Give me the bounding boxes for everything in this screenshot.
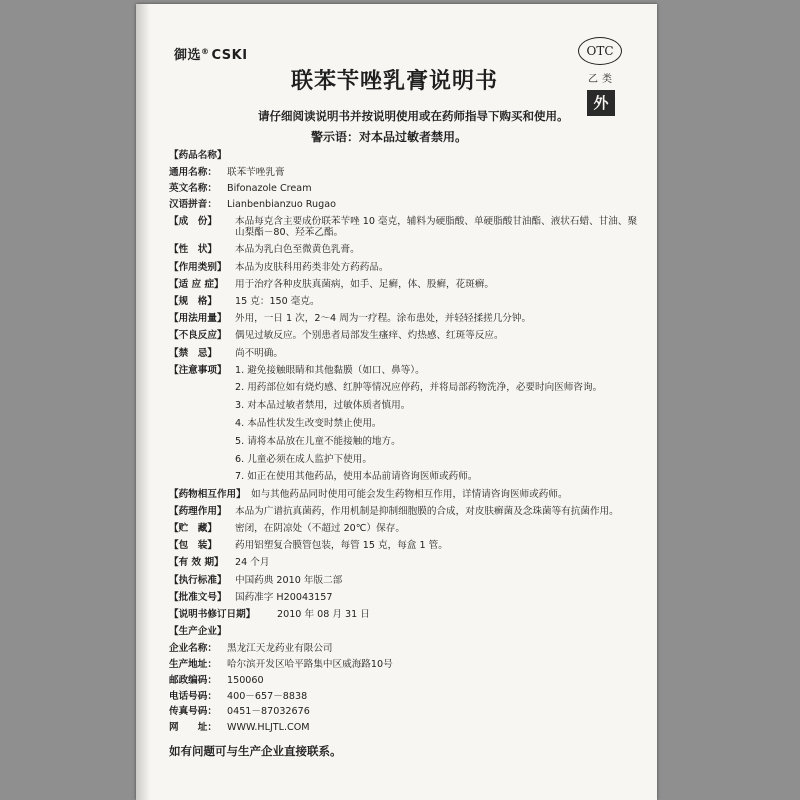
contraindications-row bbox=[169, 348, 644, 359]
page-title: 联苯苄唑乳膏说明书 bbox=[291, 69, 499, 94]
standard-label: 【执行标准】 bbox=[169, 574, 227, 586]
external-use-badge: 外 bbox=[587, 90, 615, 116]
interactions-value: 如与其他药品同时使用可能会发生药物相互作用，详情请咨询医师或药师。 bbox=[251, 488, 568, 500]
leaflet-sheet bbox=[136, 4, 657, 800]
usage-value: 外用，一日 1 次，2～4 周为一疗程。涂布患处，并轻轻揉搓几分钟。 bbox=[235, 313, 532, 325]
phone-row bbox=[169, 691, 644, 702]
precaution-item: 6. 儿童必须在成人监护下使用。 bbox=[235, 453, 372, 465]
standard-row bbox=[169, 575, 644, 586]
english-name-label: 英文名称： bbox=[169, 182, 217, 194]
postcode-row bbox=[169, 675, 644, 686]
precautions-list bbox=[235, 365, 644, 483]
leaflet-body bbox=[169, 150, 644, 738]
appearance-row bbox=[169, 244, 644, 255]
website-label: 网 址： bbox=[169, 722, 217, 734]
spec-label: 【规 格】 bbox=[169, 295, 217, 307]
usage-notice: 请仔细阅读说明书并按说明使用或在药师指导下购买和使用。 bbox=[258, 109, 569, 123]
address-label: 生产地址： bbox=[169, 658, 217, 670]
precaution-item: 7. 如正在使用其他药品，使用本品前请咨询医师或药师。 bbox=[235, 471, 478, 483]
validity-row bbox=[169, 557, 644, 568]
pinyin-row bbox=[169, 199, 644, 210]
adverse-label: 【不良反应】 bbox=[169, 330, 227, 342]
validity-label: 【有 效 期】 bbox=[169, 557, 224, 569]
fax-label: 传真号码： bbox=[169, 706, 217, 718]
usage-row bbox=[169, 313, 644, 324]
english-name-row bbox=[169, 183, 644, 194]
fax-value: 0451－87032676 bbox=[227, 706, 310, 718]
postcode-label: 邮政编码： bbox=[169, 674, 217, 686]
otc-badge: OTC bbox=[578, 37, 622, 65]
brand-logo bbox=[174, 44, 248, 63]
generic-name-row bbox=[169, 167, 644, 178]
contraindications-label: 【禁 忌】 bbox=[169, 347, 217, 359]
storage-row bbox=[169, 523, 644, 534]
contact-note: 如有问题可与生产企业直接联系。 bbox=[169, 744, 342, 758]
indications-value: 用于治疗各种皮肤真菌病，如手、足癣，体、股癣，花斑癣。 bbox=[235, 278, 495, 290]
validity-value: 24 个月 bbox=[235, 557, 270, 569]
approval-value: 国药准字 H20043157 bbox=[235, 591, 333, 603]
precaution-item: 4. 本品性状发生改变时禁止使用。 bbox=[235, 418, 382, 430]
revision-value: 2010 年 08 月 31 日 bbox=[277, 608, 370, 620]
contraindications-value: 尚不明确。 bbox=[235, 347, 283, 359]
pharmacology-label: 【药理作用】 bbox=[169, 505, 227, 517]
spec-row bbox=[169, 296, 644, 307]
drug-name-header: 【药品名称】 bbox=[169, 150, 227, 161]
adverse-row bbox=[169, 330, 644, 341]
postcode-value: 150060 bbox=[227, 674, 264, 686]
package-row bbox=[169, 540, 644, 551]
pinyin-value: Lianbenbianzuo Rugao bbox=[227, 198, 336, 210]
address-value: 哈尔滨开发区哈平路集中区威海路10号 bbox=[227, 658, 393, 670]
manufacturer-header: 【生产企业】 bbox=[169, 626, 227, 638]
approval-row bbox=[169, 592, 644, 603]
phone-value: 400－657－8838 bbox=[227, 690, 308, 702]
registered-mark: ® bbox=[201, 46, 210, 56]
ingredients-row bbox=[169, 216, 644, 238]
spec-value: 15 克：150 毫克。 bbox=[235, 295, 320, 307]
address-row bbox=[169, 659, 644, 670]
indications-label: 【适 应 症】 bbox=[169, 278, 224, 290]
precautions-row bbox=[169, 365, 644, 483]
precaution-item: 1. 避免接触眼睛和其他黏膜（如口、鼻等）。 bbox=[235, 364, 425, 376]
standard-value: 中国药典 2010 年版二部 bbox=[235, 574, 343, 586]
generic-name-value: 联苯苄唑乳膏 bbox=[227, 167, 285, 178]
package-value: 药用铝塑复合膜管包装，每管 15 克，每盒 1 管。 bbox=[235, 540, 448, 552]
brand-mark: CSKI bbox=[211, 48, 248, 63]
revision-row bbox=[169, 609, 644, 620]
precaution-item: 3. 对本品过敏者禁用，过敏体质者慎用。 bbox=[235, 400, 411, 412]
english-name-value: Bifonazole Cream bbox=[227, 182, 312, 194]
revision-label: 【说明书修订日期】 bbox=[169, 608, 256, 620]
pharmacology-value: 本品为广谱抗真菌药，作用机制是抑制细胞膜的合成，对皮肤癣菌及念珠菌等有抗菌作用。 bbox=[235, 505, 619, 517]
appearance-label: 【性 状】 bbox=[169, 244, 217, 256]
usage-label: 【用法用量】 bbox=[169, 313, 227, 325]
package-label: 【包 装】 bbox=[169, 540, 217, 552]
website-value: WWW.HLJTL.COM bbox=[227, 722, 310, 734]
precaution-item: 5. 请将本品放在儿童不能接触的地方。 bbox=[235, 435, 401, 447]
ingredients-value: 本品每克含主要成份联苯苄唑 10 毫克，辅料为硬脂酸、单硬脂酸甘油酯、液状石蜡、甘油、聚山梨酯－80、羟苯乙酯。 bbox=[235, 216, 638, 239]
adverse-value: 偶见过敏反应。个别患者局部发生瘙痒、灼热感、红斑等反应。 bbox=[235, 330, 504, 342]
ingredients-label: 【成 份】 bbox=[169, 216, 217, 228]
category-label: 【作用类别】 bbox=[169, 261, 227, 273]
otc-category: 乙类 bbox=[588, 74, 616, 85]
interactions-label: 【药物相互作用】 bbox=[169, 488, 246, 500]
phone-label: 电话号码： bbox=[169, 690, 217, 702]
precautions-label: 【注意事项】 bbox=[169, 364, 227, 376]
fax-row bbox=[169, 706, 644, 717]
pharmacology-row bbox=[169, 506, 644, 517]
approval-label: 【批准文号】 bbox=[169, 591, 227, 603]
company-row bbox=[169, 643, 644, 654]
storage-value: 密闭，在阴凉处（不超过 20℃）保存。 bbox=[235, 523, 405, 535]
website-row bbox=[169, 722, 644, 733]
storage-label: 【贮 藏】 bbox=[169, 523, 217, 535]
brand-name: 御选 bbox=[174, 48, 202, 63]
warning-text: 警示语：对本品过敏者禁用。 bbox=[311, 130, 468, 144]
indications-row bbox=[169, 279, 644, 290]
interactions-row bbox=[169, 489, 644, 500]
pinyin-label: 汉语拼音： bbox=[169, 198, 217, 210]
category-value: 本品为皮肤科用药类非处方药药品。 bbox=[235, 261, 389, 273]
generic-name-label: 通用名称： bbox=[169, 167, 217, 178]
category-row bbox=[169, 262, 644, 273]
company-label: 企业名称： bbox=[169, 643, 217, 655]
appearance-value: 本品为乳白色至微黄色乳膏。 bbox=[235, 244, 360, 256]
company-value: 黑龙江天龙药业有限公司 bbox=[227, 643, 333, 655]
precaution-item: 2. 用药部位如有烧灼感、红肿等情况应停药，并将局部药物洗净，必要时向医师咨询。 bbox=[235, 382, 603, 394]
